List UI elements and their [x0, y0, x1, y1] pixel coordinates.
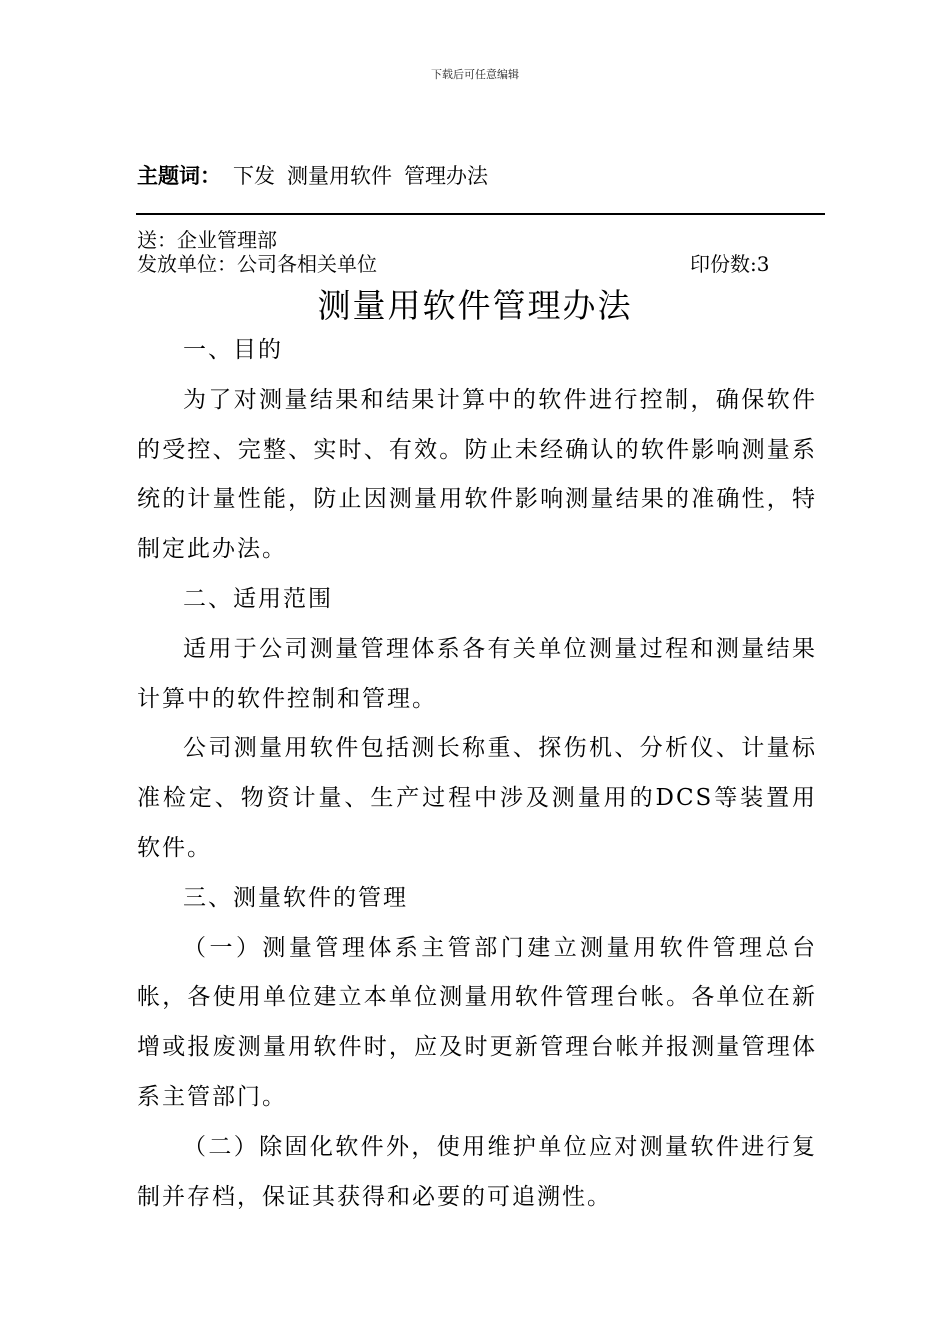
- send-to-line: 送：企业管理部: [137, 228, 277, 252]
- horizontal-divider: [136, 213, 825, 215]
- body-paragraph: （二）除固化软件外，使用维护单位应对测量软件进行复制并存档，保证其获得和必要的可追溯性。: [137, 1133, 817, 1210]
- subject-keywords-line: [137, 160, 488, 190]
- section-heading: 二、适用范围: [183, 585, 333, 612]
- body-paragraph: 为了对测量结果和结果计算中的软件进行控制，确保软件的受控、完整、实时、有效。防止未经确认的软件影响测量系统的计量性能，防止因测量用软件影响测量结果的准确性，特制定此办法。: [137, 386, 817, 563]
- body-paragraph: 适用于公司测量管理体系各有关单位测量过程和测量结果计算中的软件控制和管理。: [137, 635, 817, 712]
- document-title: 测量用软件管理办法: [317, 286, 633, 325]
- subject-keyword: 管理办法: [404, 164, 488, 188]
- copies-count: 印份数:3: [690, 252, 770, 276]
- body-paragraph: 公司测量用软件包括测长称重、探伤机、分析仪、计量标准检定、物资计量、生产过程中涉及测量用的DCS等装置用软件。: [137, 735, 817, 861]
- subject-keyword: 下发: [233, 164, 275, 188]
- subject-keyword: 测量用软件: [287, 164, 392, 188]
- page-header-note: 下载后可任意编辑: [431, 68, 519, 81]
- section-heading: 一、目的: [183, 337, 283, 363]
- section-heading: 三、测量软件的管理: [183, 884, 408, 911]
- subject-label: 主题词：: [137, 164, 221, 188]
- document-body: [137, 326, 817, 1222]
- distribution-line: 发放单位：公司各相关单位: [137, 252, 377, 276]
- body-paragraph: （一）测量管理体系主管部门建立测量用软件管理总台帐，各使用单位建立本单位测量用软件管理台帐。各单位在新增或报废测量用软件时，应及时更新管理台帐并报测量管理体系主管部门。: [137, 934, 817, 1110]
